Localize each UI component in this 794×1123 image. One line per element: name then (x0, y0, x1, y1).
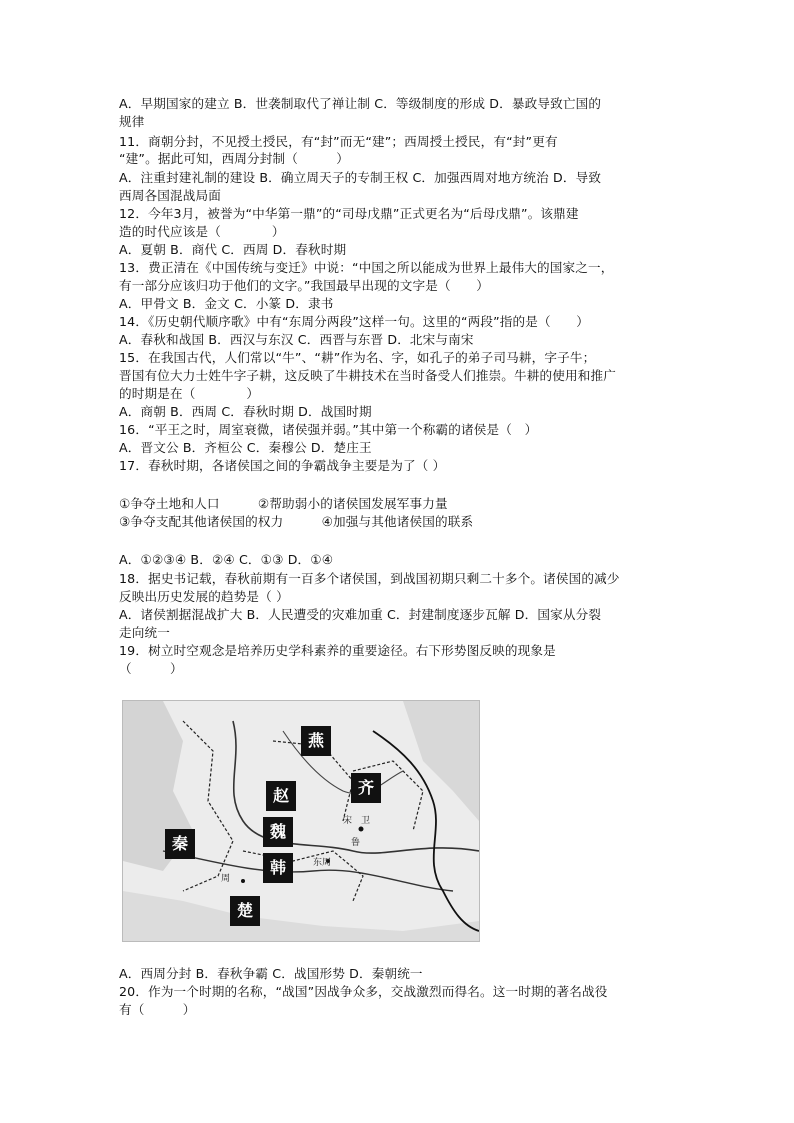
question-11: 11．商朝分封，不见授土授民，有“封”而无“建”；西周授土授民，有“封”更有 (119, 134, 558, 149)
question-11-cont: “建”。据此可知，西周分封制（ ） (119, 151, 349, 166)
map-label-wei: 魏 (263, 817, 293, 847)
question-12: 12．今年3月，被誉为“中华第一鼎”的“司母戊鼎”正式更名为“后母戊鼎”。该鼎建 (119, 206, 579, 221)
options-14: A．春秋和战国 B．西汉与东汉 C．西晋与东晋 D．北宋与南宋 (119, 332, 474, 347)
options-19: A．西周分封 B．春秋争霸 C．战国形势 D．秦朝统一 (119, 966, 423, 981)
question-20: 20．作为一个时期的名称，“战国”因战争众多，交战激烈而得名。这一时期的著名战役 (119, 984, 608, 999)
map-label-yan: 燕 (301, 726, 331, 756)
map-small-label: 鲁 (351, 838, 361, 848)
question-13-cont: 有一部分应该归功于他们的文字。”我国最早出现的文字是（ ） (119, 278, 489, 293)
question-15: 15．在我国古代，人们常以“牛”、“耕”作为名、字，如孔子的弟子司马耕，字子牛； (119, 350, 596, 365)
question-13: 13．费正清在《中国传统与变迁》中说：“中国之所以能成为世界上最伟大的国家之一， (119, 260, 614, 275)
options-17: A．①②③④ B．②④ C．①③ D．①④ (119, 552, 334, 567)
map-label-qi: 齐 (351, 773, 381, 803)
question-18: 18．据史书记载，春秋前期有一百多个诸侯国，到战国初期只剩二十多个。诸侯国的减少 (119, 571, 620, 586)
map-label-han: 韩 (263, 853, 293, 883)
question-19-cont: （ ） (119, 661, 183, 676)
question-20-cont: 有（ ） (119, 1002, 196, 1017)
options-11: A．注重封建礼制的建设 B．确立周天子的专制王权 C．加强西周对地方统治 D．导致 (119, 170, 602, 185)
options-11-cont: 西周各国混战局面 (119, 188, 221, 203)
question-17: 17．春秋时期，各诸侯国之间的争霸战争主要是为了（ ） (119, 458, 446, 473)
question-12-cont: 造的时代应该是（ ） (119, 224, 285, 239)
statements-17-a: ①争夺土地和人口 ②帮助弱小的诸侯国发展军事力量 (119, 496, 448, 511)
warring-states-map (122, 700, 480, 942)
options-12: A．夏朝 B．商代 C．西周 D．春秋时期 (119, 242, 347, 257)
map-small-label: 周 (221, 874, 231, 884)
question-14: 14．《历史朝代顺序歌》中有“东周分两段”这样一句。这里的“两段”指的是（ ） (119, 314, 590, 329)
options-15: A．商朝 B．西周 C．春秋时期 D．战国时期 (119, 404, 372, 419)
map-small-label: 东周 (313, 858, 332, 868)
options-16: A．晋文公 B．齐桓公 C．秦穆公 D．楚庄王 (119, 440, 372, 455)
map-small-label: 卫 (361, 816, 371, 826)
options-13: A．甲骨文 B．金文 C．小篆 D．隶书 (119, 296, 334, 311)
options-18-cont: 走向统一 (119, 625, 170, 640)
question-15-cont: 晋国有位大力士姓牛字子耕，这反映了牛耕技术在当时备受人们推崇。牛耕的使用和推广 (119, 368, 617, 383)
question-16: 16．“平王之时，周室衰微，诸侯强并弱。”其中第一个称霸的诸侯是（ ） (119, 422, 538, 437)
statements-17-b: ③争夺支配其他诸侯国的权力 ④加强与其他诸侯国的联系 (119, 514, 474, 529)
option-line-10-cont: 规律 (119, 114, 145, 129)
question-19: 19．树立时空观念是培养历史学科素养的重要途径。右下形势图反映的现象是 (119, 643, 556, 658)
question-18-cont: 反映出历史发展的趋势是（ ） (119, 589, 289, 604)
question-15-cont2: 的时期是在（ ） (119, 386, 260, 401)
option-line-10: A．早期国家的建立 B．世袭制取代了禅让制 C．等级制度的形成 D．暴政导致亡国的 (119, 96, 602, 111)
map-label-chu: 楚 (230, 896, 260, 926)
map-label-qin: 秦 (165, 829, 195, 859)
map-small-label: 宋 (343, 816, 353, 826)
map-label-zhao: 赵 (266, 781, 296, 811)
options-18: A．诸侯割据混战扩大 B．人民遭受的灾难加重 C．封建制度逐步瓦解 D．国家从分裂 (119, 607, 602, 622)
